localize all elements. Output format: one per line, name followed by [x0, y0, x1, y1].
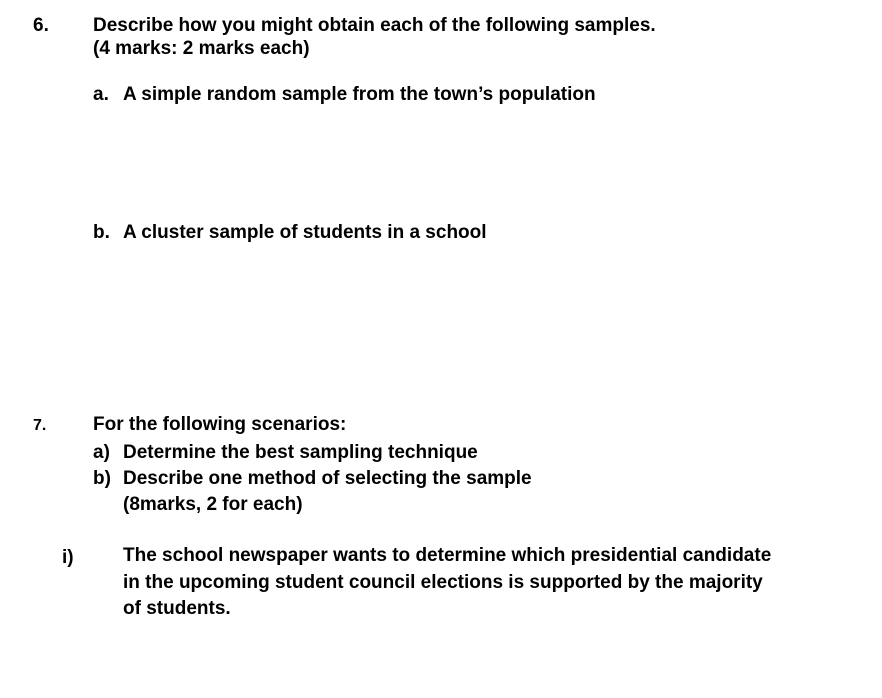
question-7-task-a-text: Determine the best sampling technique	[123, 442, 478, 463]
question-7-task-a-label: a)	[93, 442, 110, 463]
question-6-number: 6.	[33, 15, 49, 36]
scenario-i-text	[123, 543, 771, 623]
question-6-prompt: Describe how you might obtain each of the following samples.	[93, 15, 656, 36]
scenario-i-line-2: in the upcoming student council elections is supported by the majority	[123, 571, 763, 593]
question-7-prompt: For the following scenarios:	[93, 414, 347, 435]
question-6-marks: (4 marks: 2 marks each)	[93, 38, 310, 59]
scenario-i-line-3: of students.	[123, 598, 231, 619]
scenario-i-line-1: The school newspaper wants to determine which presidential candidate	[123, 545, 772, 566]
question-6b-label: b.	[93, 222, 110, 243]
question-6a-label: a.	[93, 84, 109, 105]
question-6b-text: A cluster sample of students in a school	[123, 222, 487, 243]
question-7-task-b-text: Describe one method of selecting the sample	[123, 468, 532, 489]
question-6a-text: A simple random sample from the town’s population	[123, 84, 596, 105]
question-7-marks: (8marks, 2 for each)	[123, 494, 303, 515]
question-7-number: 7.	[33, 417, 47, 434]
question-7-task-b-label: b)	[93, 468, 111, 489]
scenario-i-label: i)	[62, 547, 74, 568]
